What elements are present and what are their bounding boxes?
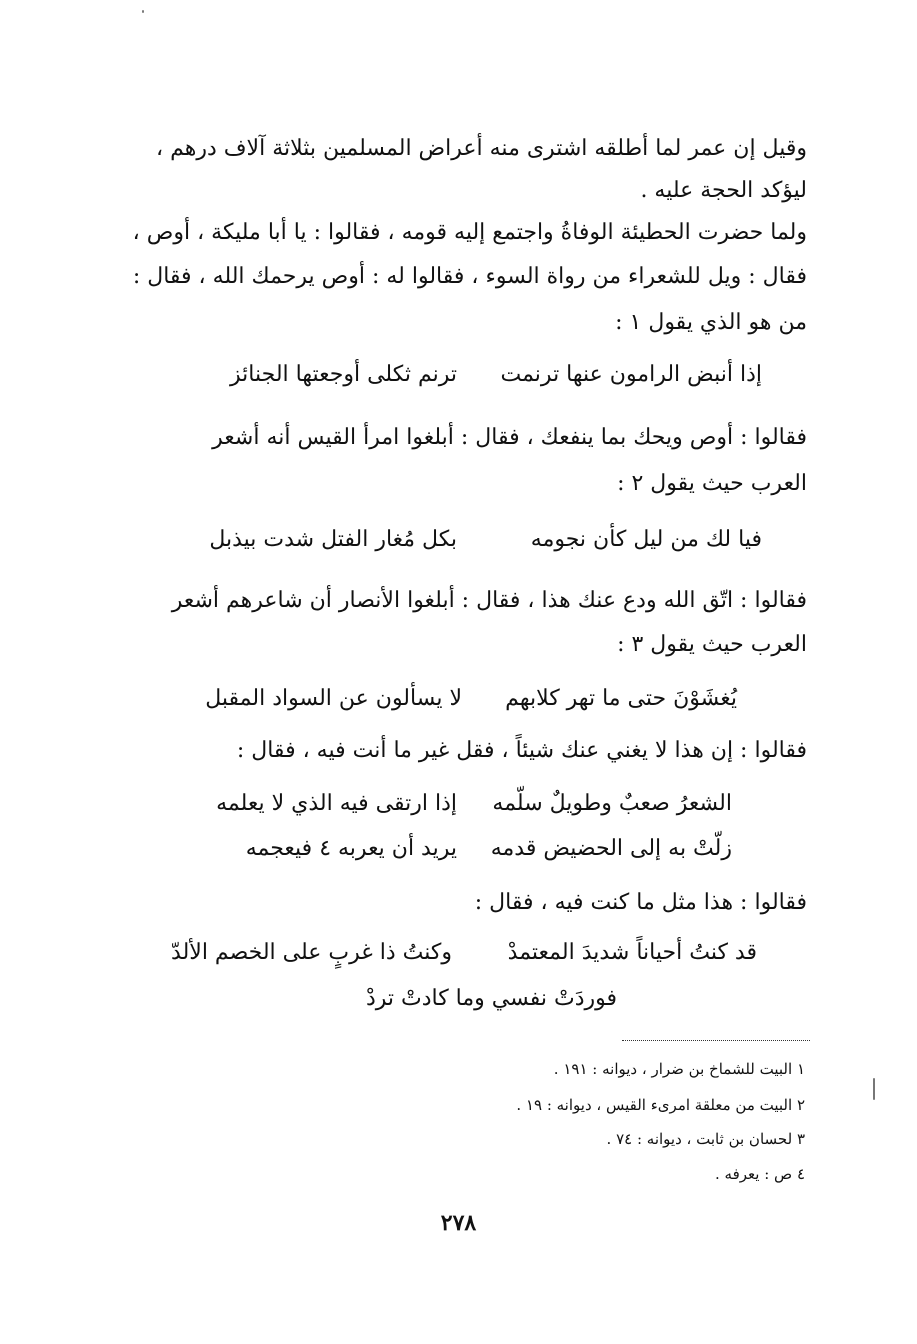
poem-verse [0, 834, 917, 864]
body-line: العرب حيث يقول ٣ : [617, 632, 807, 657]
body-line: فقالوا : هذا مثل ما كنت فيه ، فقال : [474, 890, 807, 915]
body-line: فقالوا : أوص ويحك بما ينفعك ، فقال : أبلغوا امرأ القيس أنه أشعر [212, 425, 807, 450]
verse-second-hemistich: إذا ارتقى فيه الذي لا يعلمه [216, 791, 457, 816]
body-line: فقالوا : اتّق الله ودع عنك هذا ، فقال : أبلغوا الأنصار أن شاعرهم أشعر [171, 588, 807, 613]
verse-first-hemistich: إذا أنبض الرامون عنها ترنمت [500, 362, 762, 387]
verse-first-hemistich: زلّتْ به إلى الحضيض قدمه [490, 836, 732, 861]
footnote: ١ البيت للشماخ بن ضرار ، ديوانه : ١٩١ . [553, 1060, 805, 1078]
body-line: ولما حضرت الحطيئة الوفاةُ واجتمع إليه قومه ، فقالوا : يا أبا مليكة ، أوص ، [132, 220, 807, 245]
scan-speck [873, 1078, 875, 1100]
body-line: فقال : ويل للشعراء من رواة السوء ، فقالوا له : أوص يرحمك الله ، فقال : [132, 264, 807, 289]
poem-verse-single: فوردَتْ نفسي وما كادتْ تردْ [365, 986, 617, 1011]
poem-verse [0, 938, 917, 968]
footnote: ٣ لحسان بن ثابت ، ديوانه : ٧٤ . [606, 1130, 805, 1148]
verse-second-hemistich: وكنتُ ذا غربٍ على الخصم الألدّ [171, 940, 452, 965]
verse-first-hemistich: يُغشَوْنَ حتى ما تهر كلابهم [505, 686, 737, 711]
verse-second-hemistich: لا يسألون عن السواد المقبل [205, 686, 462, 711]
body-line: وقيل إن عمر لما أطلقه اشترى منه أعراض المسلمين بثلاثة آلاف درهم ، [156, 136, 807, 161]
body-line: ليؤكد الحجة عليه . [640, 178, 807, 203]
verse-second-hemistich: بكل مُغار الفتل شدت بيذبل [209, 527, 457, 552]
verse-second-hemistich: يريد أن يعربه ٤ فيعجمه [245, 836, 457, 861]
body-line: فقالوا : إن هذا لا يغني عنك شيئاً ، فقل غير ما أنت فيه ، فقال : [236, 738, 807, 763]
page-number: ٢٧٨ [440, 1210, 477, 1236]
verse-first-hemistich: فيا لك من ليل كأن نجومه [530, 527, 762, 552]
poem-verse [0, 525, 917, 555]
footnote-separator [622, 1040, 810, 1041]
verse-first-hemistich: قد كنتُ أحياناً شديدَ المعتمدْ [507, 940, 757, 965]
verse-first-hemistich: الشعرُ صعبٌ وطويلٌ سلّمه [492, 791, 732, 816]
scan-speck [142, 10, 144, 13]
body-line: من هو الذي يقول ١ : [615, 310, 807, 335]
verse-second-hemistich: ترنم ثكلى أوجعتها الجنائز [230, 362, 457, 387]
poem-verse [0, 684, 917, 714]
body-line: العرب حيث يقول ٢ : [617, 471, 807, 496]
poem-verse [0, 789, 917, 819]
poem-verse [0, 360, 917, 390]
footnote: ٤ ص : يعرفه . [715, 1165, 805, 1183]
footnote: ٢ البيت من معلقة امرىء القيس ، ديوانه : ١٩ . [516, 1096, 805, 1114]
